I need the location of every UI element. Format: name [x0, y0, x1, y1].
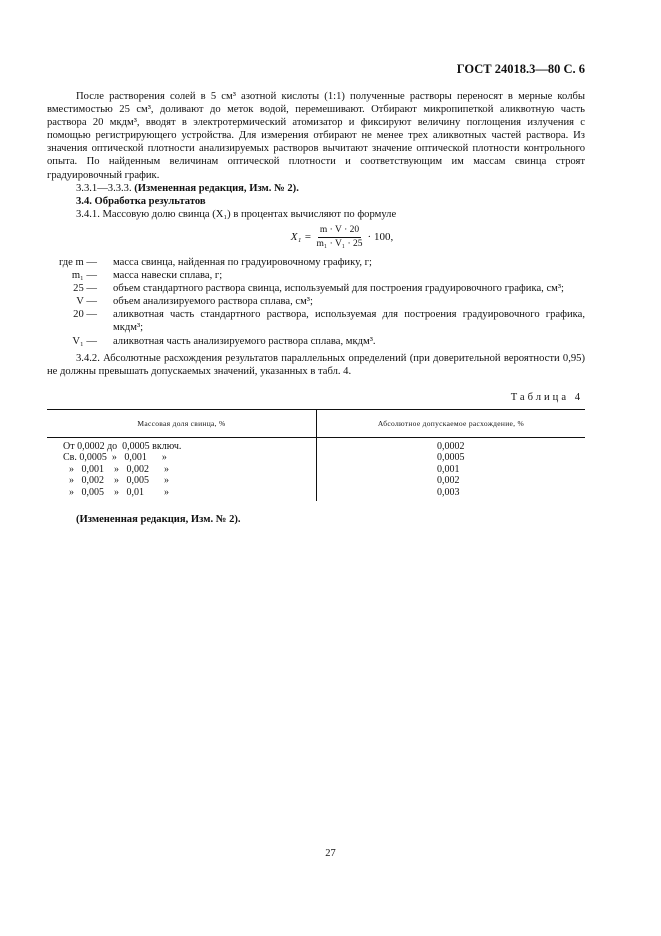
definition-item [47, 295, 585, 308]
change-note-3-3 [47, 182, 585, 195]
table-header-row [47, 409, 585, 437]
page-content [47, 90, 585, 527]
definition-symbol: V₁ — [72, 335, 97, 347]
table-cell-value: 0,0005 [437, 452, 465, 464]
paragraph-3-4-1: 3.4.1. Массовую долю свинца (X₁) в процентах вычисляют по формуле [76, 208, 397, 220]
definitions-list [47, 256, 585, 348]
definition-symbol: 25 — [73, 283, 97, 295]
definition-item [47, 335, 585, 348]
table-row [47, 475, 585, 487]
table-cell-range: Св. 0,0005 » 0,001 » [47, 452, 317, 464]
definition-text: масса навески сплава, г; [113, 270, 223, 282]
formula-lhs: X₁ = [290, 230, 312, 243]
formula [99, 225, 585, 250]
table-header-cell: Массовая доля свинца, % [47, 409, 317, 437]
table-row [47, 437, 585, 452]
definition-symbol: 20 — [73, 309, 97, 321]
section-title: 3.4. Обработка результатов [76, 195, 206, 207]
table-cell-range: » 0,005 » 0,01 » [47, 487, 317, 502]
formula-denominator: m₁ · V₁ · 25 [316, 238, 363, 249]
table-cell-range: » 0,001 » 0,002 » [47, 464, 317, 476]
change-note-prefix: 3.3.1—3.3.3. [76, 182, 132, 194]
table-cell-range: От 0,0002 до 0,0005 включ. [47, 437, 317, 452]
formula-fraction [315, 225, 365, 250]
table-cell-value: 0,0002 [437, 440, 465, 452]
change-note-label: (Измененная редакция, Изм. № 2). [134, 182, 299, 194]
formula-tail: · 100, [367, 230, 394, 243]
definition-text: объем стандартного раствора свинца, используемый для построения градуировочного графика, см³; [113, 283, 564, 295]
definition-text: объем анализируемого раствора сплава, см³; [113, 296, 313, 308]
definition-item [47, 256, 585, 269]
definition-symbol: V — [76, 296, 97, 308]
definition-text: аликвотная часть стандартного раствора, используемая для построения градуировочного графика, мкдм³; [113, 309, 585, 334]
tolerance-table [47, 409, 585, 502]
document-header: ГОСТ 24018.3—80 С. 6 [456, 62, 585, 76]
definition-item [47, 308, 585, 334]
change-note-footnote: (Измененная редакция, Изм. № 2). [76, 514, 241, 526]
table-header-cell: Абсолютное допускаемое расхождение, % [317, 409, 586, 437]
table-cell-value: 0,001 [437, 463, 460, 475]
definition-symbol: m₁ — [71, 270, 97, 282]
formula-numerator: m · V · 20 [318, 225, 361, 238]
definition-item [47, 269, 585, 282]
definition-text: аликвотная часть анализируемого раствора сплава, мкдм³. [113, 335, 376, 347]
table-row [47, 464, 585, 476]
definition-symbol: где m — [58, 256, 97, 268]
definition-text: масса свинца, найденная по градуировочному графику, г; [113, 256, 372, 268]
page-number: 27 [325, 848, 336, 859]
table-cell-value: 0,003 [437, 486, 460, 498]
definition-item [47, 282, 585, 295]
table-row [47, 452, 585, 464]
table-cell-value: 0,002 [437, 475, 460, 487]
paragraph-3-4-2: 3.4.2. Абсолютные расхождения результатов параллельных определений (при доверительной вероятности 0,95) не должны превышать допускаемых значений, указанных в табл. 4. [47, 352, 585, 377]
table-caption: Таблица 4 [510, 391, 583, 403]
paragraph-procedure: После растворения солей в 5 см³ азотной кислоты (1:1) полученные растворы переносят в мерные колбы вместимостью 25 см³, доливают до меток водой, перемешивают. Отбирают микропипеткой аликвотную часть раствора 20 мкдм³, вводят в электротермический атомизатор и фиксируют величину поглощения излучения с помощью регистрирующего устройства. Для измерения отбирают не менее трех аликвотных частей раствора. Из значения оптической плотности анализируемых растворов вычитают значение оптической плотности контрольного опыта. По найденным величинам оптической плотности и соответствующим им массам свинца строят градуировочный график. [47, 91, 585, 181]
table-row [47, 487, 585, 502]
table-cell-range: » 0,002 » 0,005 » [47, 475, 317, 487]
